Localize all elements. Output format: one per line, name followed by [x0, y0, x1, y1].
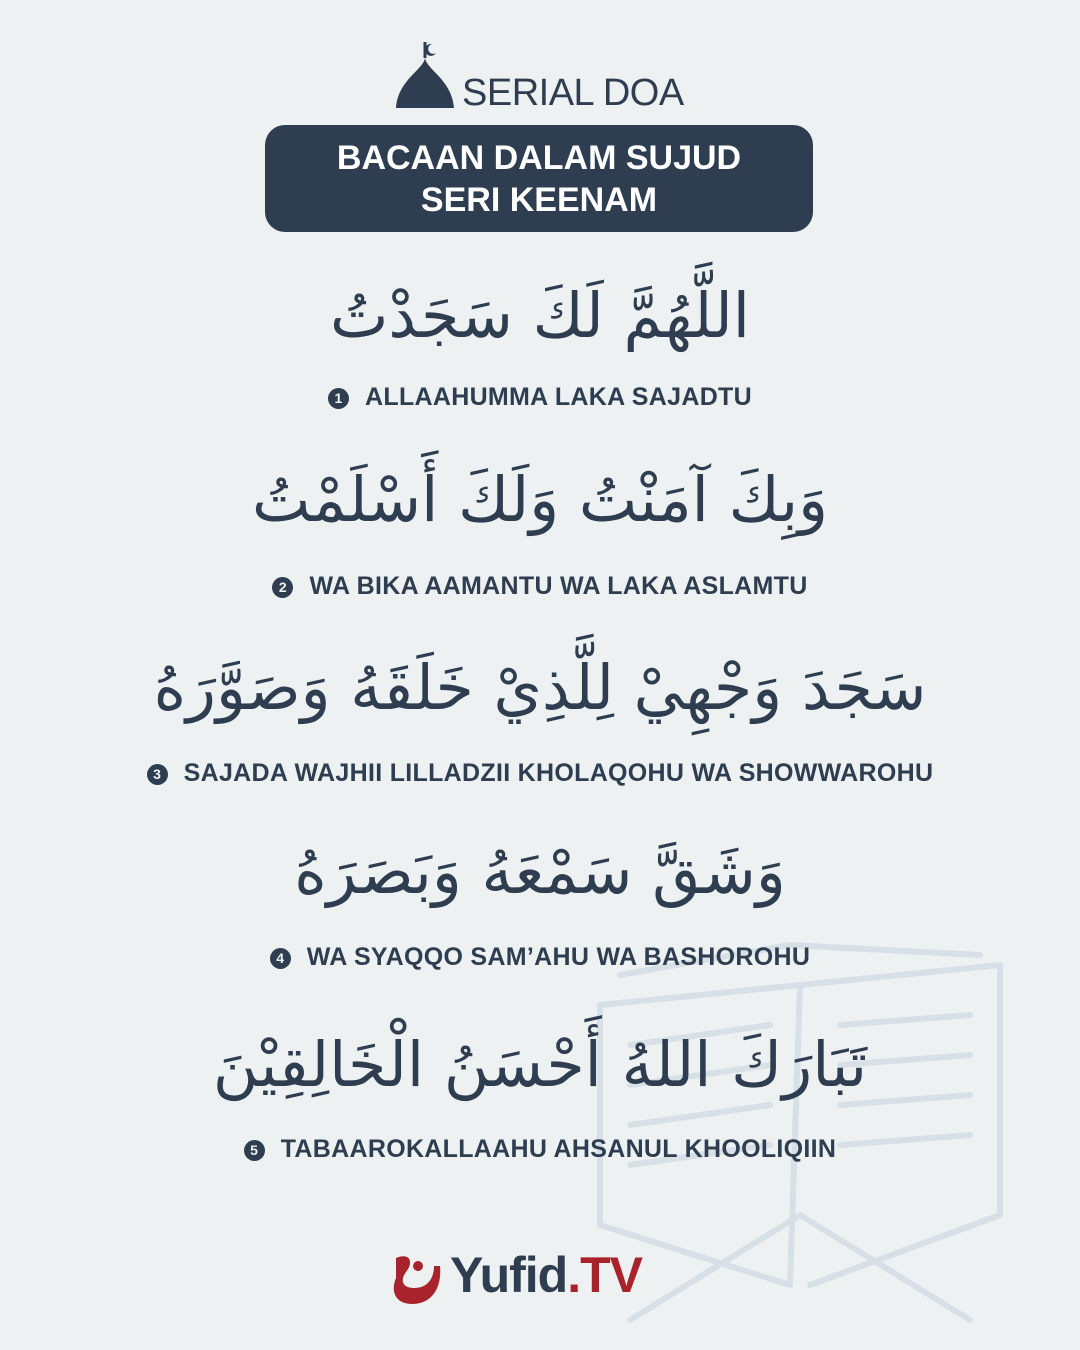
dua-number-badge: 1 [328, 388, 349, 409]
dua-arabic: تَبَارَكَ اللهُ أَحْسَنُ الْخَالِقِيْنَ [212, 1028, 868, 1101]
title-line-1: BACAAN DALAM SUJUD [336, 139, 742, 177]
dua-arabic: وَشَقَّ سَمْعَهُ وَبَصَرَهُ [294, 835, 786, 908]
dua-latin-text: WA BIKA AAMANTU WA LAKA ASLAMTU [309, 572, 808, 600]
mosque-dome-icon [392, 40, 458, 112]
dua-arabic: سَجَدَ وَجْهِيْ لِلَّذِيْ خَلَقَهُ وَصَوَّرَهُ [153, 651, 927, 724]
dua-number-badge: 5 [244, 1140, 265, 1161]
dua-latin [0, 1135, 1080, 1164]
dua-number-badge: 4 [270, 948, 291, 969]
title-box [265, 125, 813, 232]
dua-latin [0, 383, 1080, 412]
yufid-logo-text: Yufid.TV [450, 1247, 643, 1303]
dua-latin [0, 572, 1080, 601]
dua-number-badge: 3 [147, 764, 168, 785]
dua-number-badge: 2 [272, 577, 293, 598]
dua-latin-text: SAJADA WAJHII LILLADZII KHOLAQOHU WA SHOWWAROHU [183, 759, 934, 787]
dua-arabic: اللَّهُمَّ لَكَ سَجَدْتُ [330, 279, 750, 352]
yufid-logo-mark-icon [388, 1248, 448, 1308]
dua-latin [0, 943, 1080, 972]
title-line-2: SERI KEENAM [420, 181, 658, 219]
dua-latin-text: ALLAAHUMMA LAKA SAJADTU [365, 383, 752, 411]
dua-latin [0, 759, 1080, 788]
dua-arabic: وَبِكَ آمَنْتُ وَلَكَ أَسْلَمْتُ [251, 463, 829, 536]
dua-latin-text: WA SYAQQO SAM’AHU WA BASHOROHU [306, 943, 811, 971]
yufid-logo [388, 1244, 698, 1308]
dua-latin-text: TABAAROKALLAAHU AHSANUL KHOOLIQIIN [280, 1135, 837, 1163]
series-label: SERIAL DOA [462, 72, 684, 114]
header [0, 40, 1080, 120]
